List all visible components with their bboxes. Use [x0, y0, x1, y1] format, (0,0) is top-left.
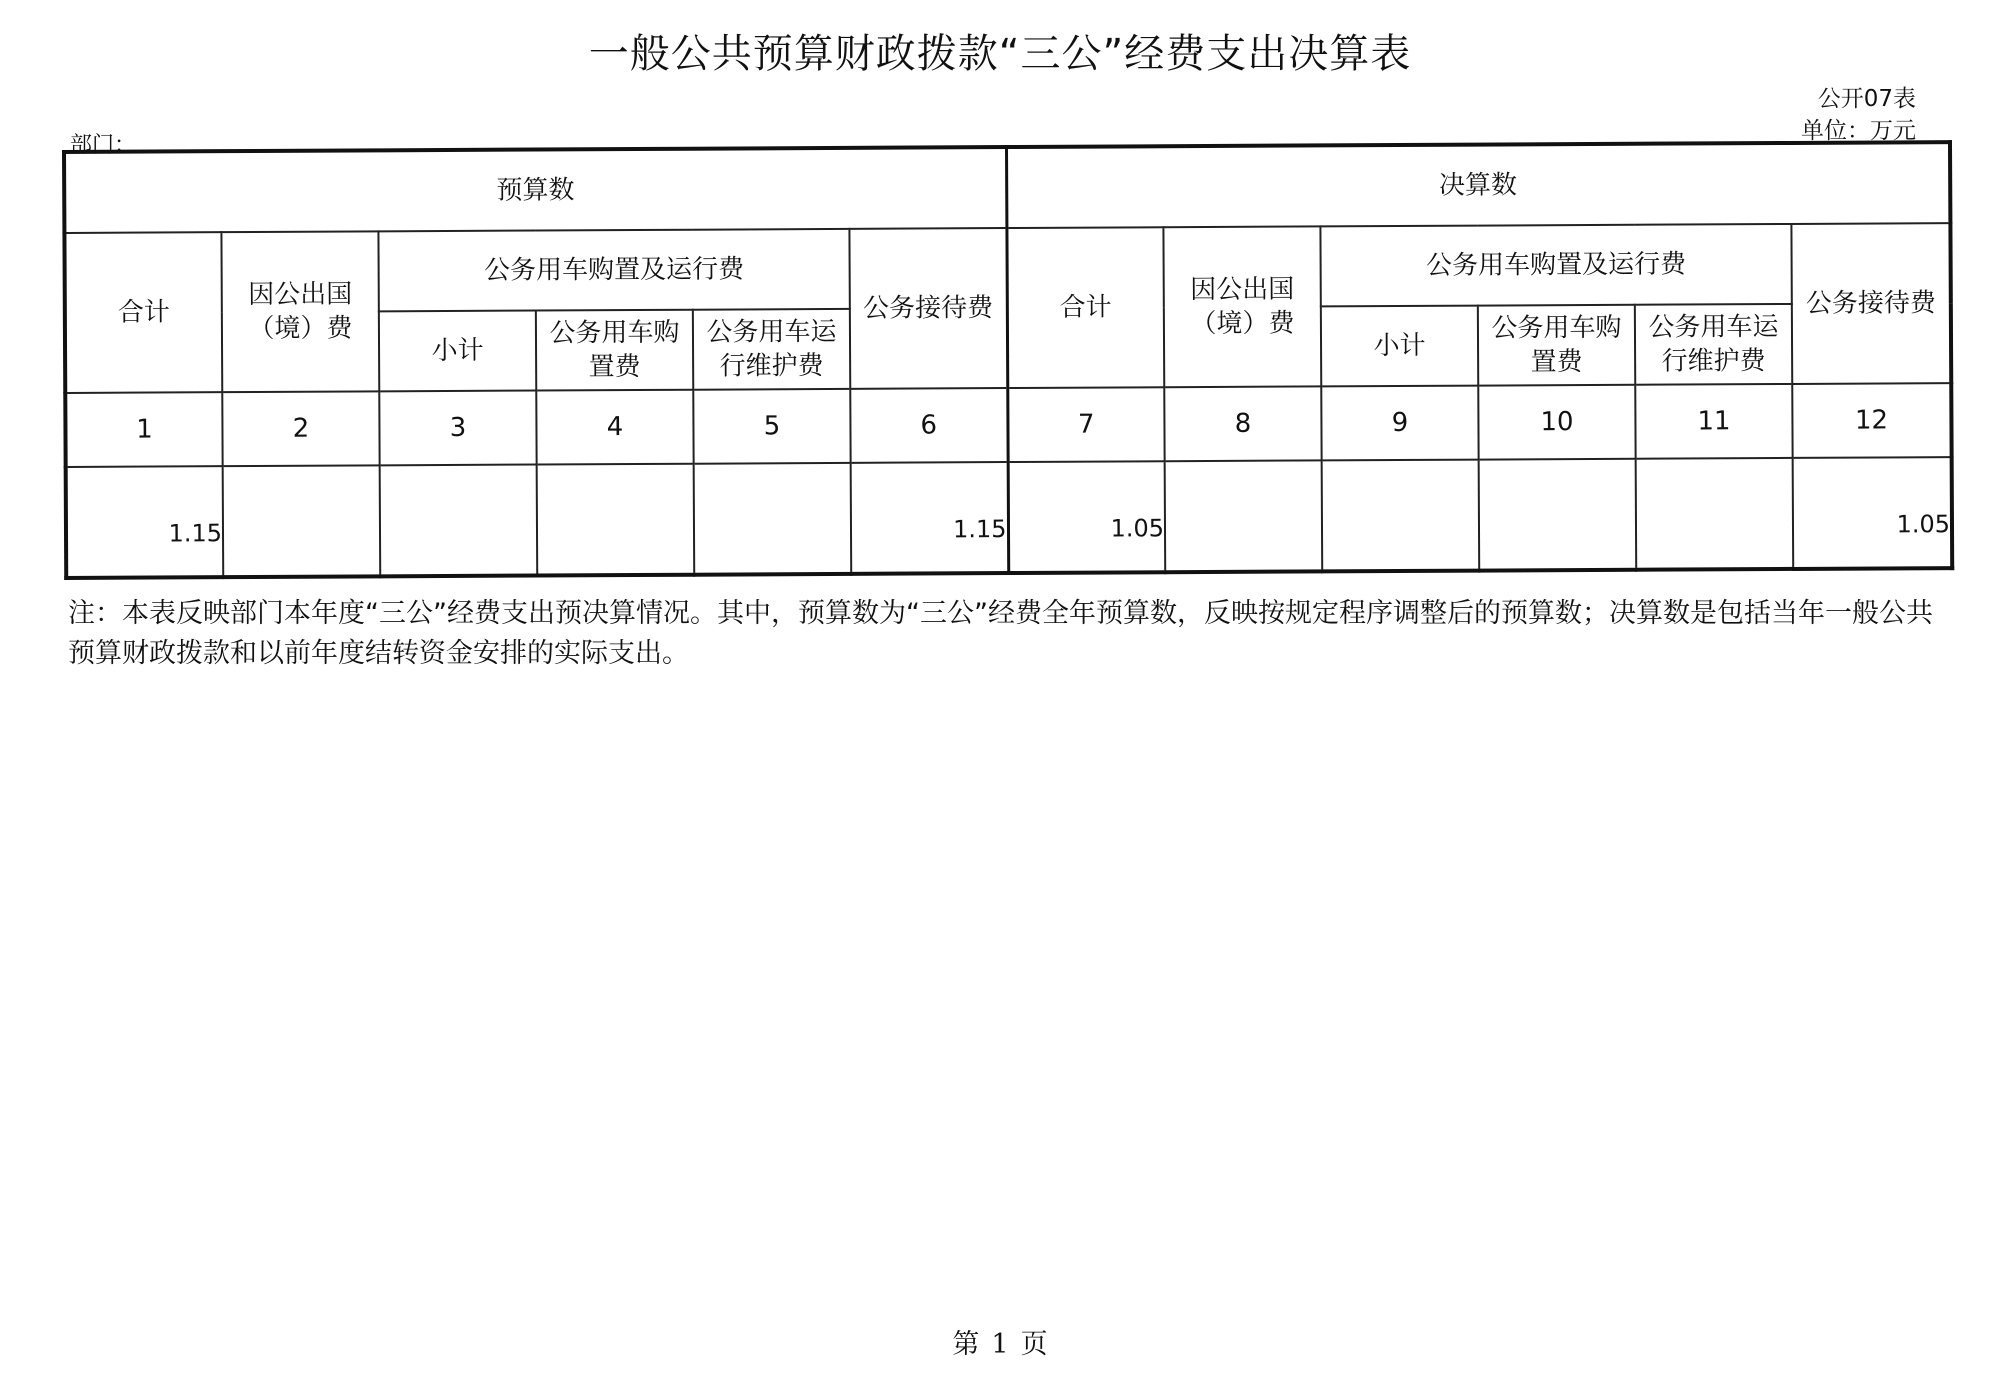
final-vehicle-purchase-header: 公务用车购置费 [1478, 305, 1635, 386]
column-index: 9 [1321, 386, 1478, 461]
column-index: 8 [1164, 386, 1321, 461]
final-vehicle-operation-value [1636, 458, 1794, 570]
budget-vehicle-purchase-header: 公务用车购置费 [536, 310, 693, 391]
budget-vehicle-purchase-value [537, 464, 695, 576]
column-index: 4 [536, 390, 693, 465]
document-title: 一般公共预算财政拨款“三公”经费支出决算表 [588, 31, 1412, 77]
column-index: 3 [379, 391, 536, 466]
budget-abroad-header: 因公出国（境）费 [221, 231, 379, 392]
final-vehicle-operation-header: 公务用车运行维护费 [1635, 304, 1792, 385]
page-prefix: 第 [952, 1329, 980, 1360]
column-index: 6 [850, 388, 1007, 463]
budget-total-value [66, 466, 224, 578]
page-suffix: 页 [1020, 1329, 1048, 1360]
column-header-row [64, 223, 1950, 313]
column-index: 1 [65, 392, 222, 467]
form-number: 公开07表 [1817, 86, 1916, 112]
department-label: 部门： [70, 133, 137, 158]
page-number [0, 1322, 2000, 1361]
budget-vehicle-operation-header: 公务用车运行维护费 [693, 309, 850, 390]
final-abroad-value [1165, 460, 1323, 572]
final-group-header: 决算数 [1006, 142, 1950, 228]
table-footnote: 注：本表反映部门本年度“三公”经费支出预决算情况。其中，预算数为“三公”经费全年预算数，反映按规定程序调整后的预算数；决算数是包括当年一般公共预算财政拨款和以前年度结转资金安排的实际支出。 [68, 598, 1933, 669]
column-index: 2 [222, 391, 379, 466]
budget-vehicle-subtotal-value [380, 465, 538, 577]
budget-total-header: 合计 [64, 232, 222, 393]
budget-reception-header: 公务接待费 [849, 228, 1007, 389]
final-reception-header: 公务接待费 [1791, 223, 1951, 384]
final-abroad-header: 因公出国（境）费 [1163, 226, 1321, 387]
budget-group-header: 预算数 [64, 147, 1006, 233]
final-reception-value [1793, 457, 1953, 569]
column-index-row [65, 383, 1951, 467]
budget-abroad-value [223, 465, 381, 577]
final-total-header: 合计 [1006, 227, 1164, 388]
final-vehicle-subtotal-value [1322, 460, 1480, 572]
column-index: 5 [693, 389, 850, 464]
value-text: 1.05 [1110, 514, 1165, 543]
value-text: 1.05 [1896, 510, 1951, 539]
final-vehicle-subtotal-header: 小计 [1321, 306, 1478, 387]
budget-reception-value [851, 462, 1009, 574]
column-index: 11 [1635, 384, 1792, 459]
budget-vehicle-subtotal-header: 小计 [379, 311, 536, 392]
value-row [66, 457, 1953, 578]
column-index: 7 [1007, 387, 1164, 462]
report-table-wrapper [62, 140, 1950, 580]
group-header-row [64, 142, 1950, 233]
column-index: 10 [1478, 385, 1635, 460]
budget-vehicle-operation-value [694, 463, 852, 575]
value-text: 1.15 [953, 515, 1007, 544]
final-vehicle-group-header: 公务用车购置及运行费 [1320, 224, 1791, 306]
final-vehicle-purchase-value [1479, 459, 1637, 571]
value-text: 1.15 [168, 519, 223, 548]
budget-vehicle-group-header: 公务用车购置及运行费 [378, 229, 849, 311]
three-public-expense-table [62, 140, 1954, 580]
unit-label: 单位：万元 [1801, 118, 1916, 144]
column-index: 12 [1792, 383, 1951, 458]
final-total-value [1008, 461, 1166, 573]
page-value: 1 [991, 1329, 1009, 1360]
